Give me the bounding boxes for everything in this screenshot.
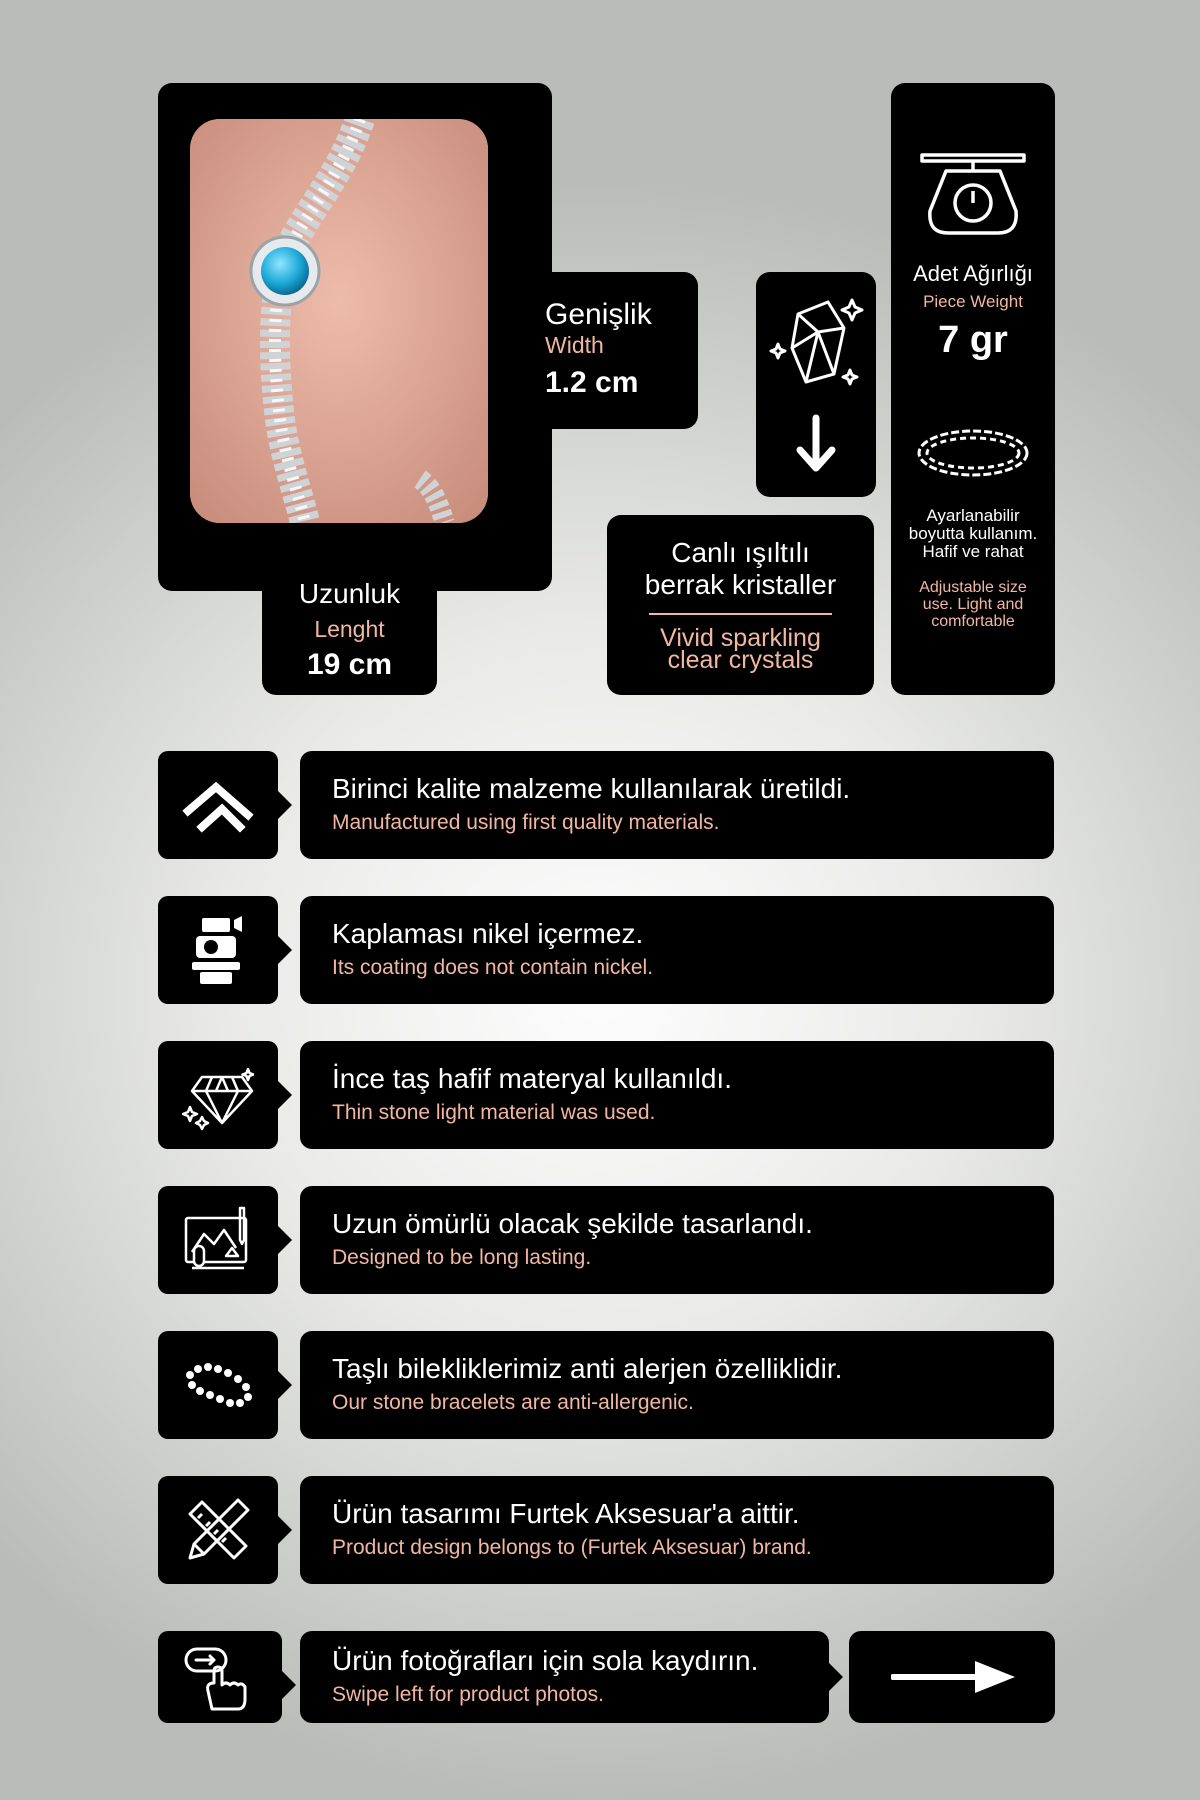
swipe-tr: Ürün fotoğrafları için sola kaydırın.	[332, 1645, 759, 1676]
width-card	[530, 272, 698, 429]
photo-panel	[158, 83, 552, 591]
coating-machine-icon	[182, 914, 254, 986]
feature-1-tr: Birinci kalite malzeme kullanılarak üretildi.	[332, 773, 851, 804]
weight-desc-tr-3: Hafif ve rahat	[922, 542, 1024, 561]
width-value: 1.2 cm	[545, 366, 639, 399]
length-value: 19 cm	[306, 648, 393, 681]
crystal-icon-card	[756, 272, 876, 497]
crystal-divider	[649, 613, 832, 615]
weight-value: 7 gr	[938, 319, 1008, 361]
weight-label-tr: Adet Ağırlığı	[913, 261, 1033, 286]
bracelet-illustration	[190, 119, 488, 523]
weight-desc-en-1: Adjustable size	[919, 579, 1027, 596]
feature-1-en: Manufactured using first quality materials.	[332, 811, 720, 834]
feature-6-en: Product design belongs to (Furtek Aksesuar) brand.	[332, 1536, 812, 1559]
feature-row-3	[300, 1041, 1054, 1149]
swipe-en: Swipe left for product photos.	[332, 1683, 604, 1706]
weight-card	[891, 83, 1055, 695]
feature-5-tr: Taşlı bilekliklerimiz anti alerjen özelliklidir.	[332, 1353, 843, 1384]
feature-3-tr: İnce taş hafif materyal kullanıldı.	[332, 1063, 732, 1094]
feature-2-tr: Kaplaması nikel içermez.	[332, 918, 644, 949]
swipe-row-pointer	[829, 1663, 843, 1691]
crystal-en-line1: Vivid sparkling	[660, 624, 821, 652]
feature-icon-box-4	[158, 1186, 278, 1294]
quality-chevron-icon	[182, 769, 254, 841]
chain-bracelet-icon	[913, 423, 1033, 483]
swipe-icon-box	[158, 1631, 282, 1723]
weight-desc-tr-1: Ayarlanabilir	[926, 506, 1020, 525]
diamond-icon	[182, 1059, 254, 1131]
arrow-right-icon	[891, 1657, 1017, 1697]
feature-icon-box-2	[158, 896, 278, 1004]
swipe-arrow-button[interactable]	[849, 1631, 1055, 1723]
feature-icon-box-5	[158, 1331, 278, 1439]
crystal-text-card	[607, 515, 874, 695]
scale-icon	[918, 151, 1028, 237]
feature-4-tr: Uzun ömürlü olacak şekilde tasarlandı.	[332, 1208, 813, 1239]
feature-icon-box-6	[158, 1476, 278, 1584]
length-card	[262, 560, 437, 695]
ruler-pencil-icon	[182, 1494, 254, 1566]
crystal-en-line2: clear crystals	[667, 646, 814, 674]
feature-row-5	[300, 1331, 1054, 1439]
feature-row-4	[300, 1186, 1054, 1294]
bracelet-photo	[190, 119, 488, 523]
weight-desc-tr-2: boyutta kullanım.	[908, 524, 1038, 543]
crystal-icon	[768, 284, 864, 394]
swipe-hand-icon	[182, 1641, 254, 1713]
feature-row-1	[300, 751, 1054, 859]
swipe-row	[300, 1631, 829, 1723]
weight-desc-en-2: use. Light and	[922, 596, 1024, 613]
feature-icon-box-3	[158, 1041, 278, 1149]
length-label-tr: Uzunluk	[298, 578, 401, 609]
width-label-en: Width	[545, 332, 604, 358]
width-label-tr: Genişlik	[545, 298, 652, 331]
design-board-icon	[182, 1204, 254, 1276]
feature-row-2	[300, 896, 1054, 1004]
crystal-tr-line2: berrak kristaller	[644, 569, 837, 600]
feature-icon-box-1	[158, 751, 278, 859]
length-label-en: Lenght	[314, 616, 385, 642]
feature-4-en: Designed to be long lasting.	[332, 1246, 592, 1269]
weight-desc-en-3: comfortable	[931, 613, 1015, 630]
crystal-tr-line1: Canlı ışıltılı	[671, 537, 810, 568]
feature-row-6	[300, 1476, 1054, 1584]
feature-2-en: Its coating does not contain nickel.	[332, 956, 654, 979]
arrow-down-icon	[794, 414, 838, 474]
weight-label-en: Piece Weight	[923, 292, 1023, 311]
feature-5-en: Our stone bracelets are anti-allergenic.	[332, 1391, 694, 1414]
bead-bracelet-icon	[182, 1349, 254, 1421]
feature-6-tr: Ürün tasarımı Furtek Aksesuar'a aittir.	[332, 1498, 800, 1529]
feature-3-en: Thin stone light material was used.	[332, 1101, 656, 1124]
